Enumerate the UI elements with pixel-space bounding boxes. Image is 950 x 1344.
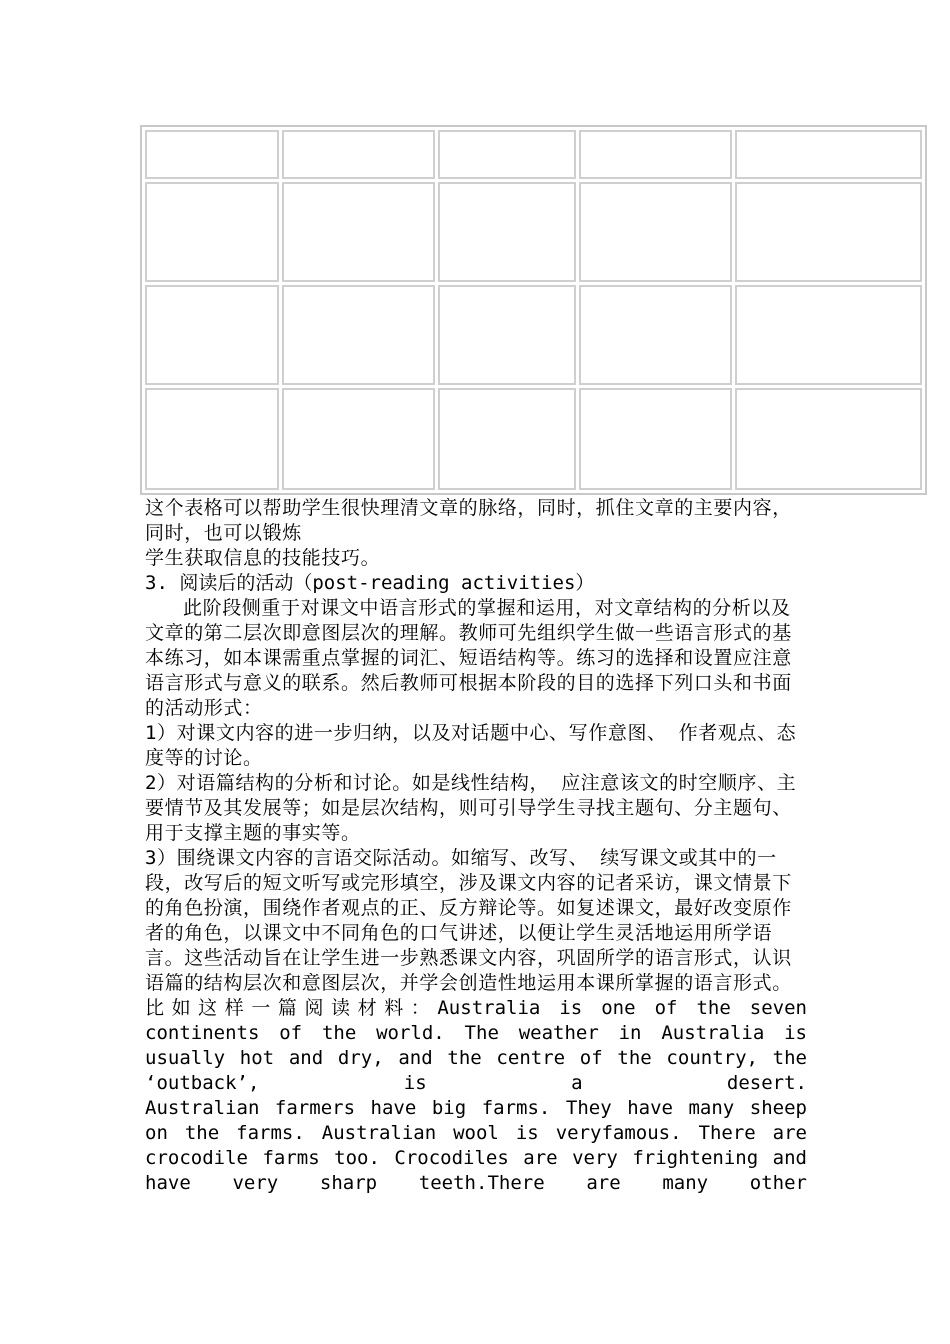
section-heading-post-reading: 3. 阅读后的活动（post-reading activities） bbox=[145, 572, 595, 594]
list-item-3: 3）围绕课文内容的言语交际活动。如缩写、改写、 续写课文或其中的一段，改写后的短文听写或完形填空，涉及课文内容的记者采访，课文情景下的角色扮演，围绕作者观点的正、反方辩论等。如复述课文，最好改变原作者的角色，以课文中不同角色的口气讲述，以便让学生灵活地运用所学语言。这些活动旨在让学生进一步熟悉课文内容，巩固所学的语言形式，认识语篇的结构层次和意图层次，并学会创造性地运用本课所掌握的语言形式。 bbox=[145, 847, 792, 994]
table-cell bbox=[579, 130, 732, 179]
document-body bbox=[145, 496, 807, 1196]
paragraph-post-reading-intro: 此阶段侧重于对课文中语言形式的掌握和运用，对文章结构的分析以及文章的第二层次即意图层次的理解。教师可先组织学生做一些语言形式的基本练习，如本课需重点掌握的词汇、短语结构等。练习的选择和设置应注意语言形式与意义的联系。然后教师可根据本阶段的目的选择下列口头和书面的活动形式： bbox=[145, 597, 792, 719]
table-cell bbox=[438, 285, 576, 385]
table-cell bbox=[438, 182, 576, 282]
table-cell bbox=[282, 388, 435, 490]
paragraph-reading-sample-cont: Australian farmers have big farms. They have many sheep on the farms. Australian wool is veryfamous. There are crocodile farms too. Crocodiles are very frightening and have very sharp teeth.There are many other bbox=[145, 1097, 807, 1194]
table-cell bbox=[282, 285, 435, 385]
table-cell bbox=[579, 285, 732, 385]
paragraph-table-note-end: 学生获取信息的技能技巧。 bbox=[145, 547, 381, 569]
table-cell bbox=[438, 130, 576, 179]
table-cell bbox=[735, 388, 922, 490]
empty-table bbox=[140, 125, 927, 495]
table-cell bbox=[735, 130, 922, 179]
list-item-2: 2）对语篇结构的分析和讨论。如是线性结构， 应注意该文的时空顺序、主要情节及其发展等；如是层次结构，则可引导学生寻找主题句、分主题句、用于支撑主题的事实等。 bbox=[145, 772, 797, 844]
table-cell bbox=[282, 182, 435, 282]
list-item-1: 1）对课文内容的进一步归纳，以及对话题中心、写作意图、 作者观点、态度等的讨论。 bbox=[145, 722, 797, 769]
table-cell bbox=[579, 388, 732, 490]
table-cell bbox=[735, 285, 922, 385]
table-cell bbox=[282, 130, 435, 179]
paragraph-table-note: 这个表格可以帮助学生很快理清文章的脉络，同时，抓住文章的主要内容，同时，也可以锻炼 bbox=[145, 497, 792, 544]
paragraph-reading-sample: 比如这样一篇阅读材料：Australia is one of the seven continents of the world. The weather in Australia is usually hot and dry, and the centre of the country, the ‘outback’, is a desert. bbox=[145, 997, 807, 1094]
table-cell bbox=[145, 182, 279, 282]
table-cell bbox=[579, 182, 732, 282]
table-cell bbox=[145, 285, 279, 385]
table-cell bbox=[735, 182, 922, 282]
table-cell bbox=[438, 388, 576, 490]
table-cell bbox=[145, 130, 279, 179]
table-cell bbox=[145, 388, 279, 490]
